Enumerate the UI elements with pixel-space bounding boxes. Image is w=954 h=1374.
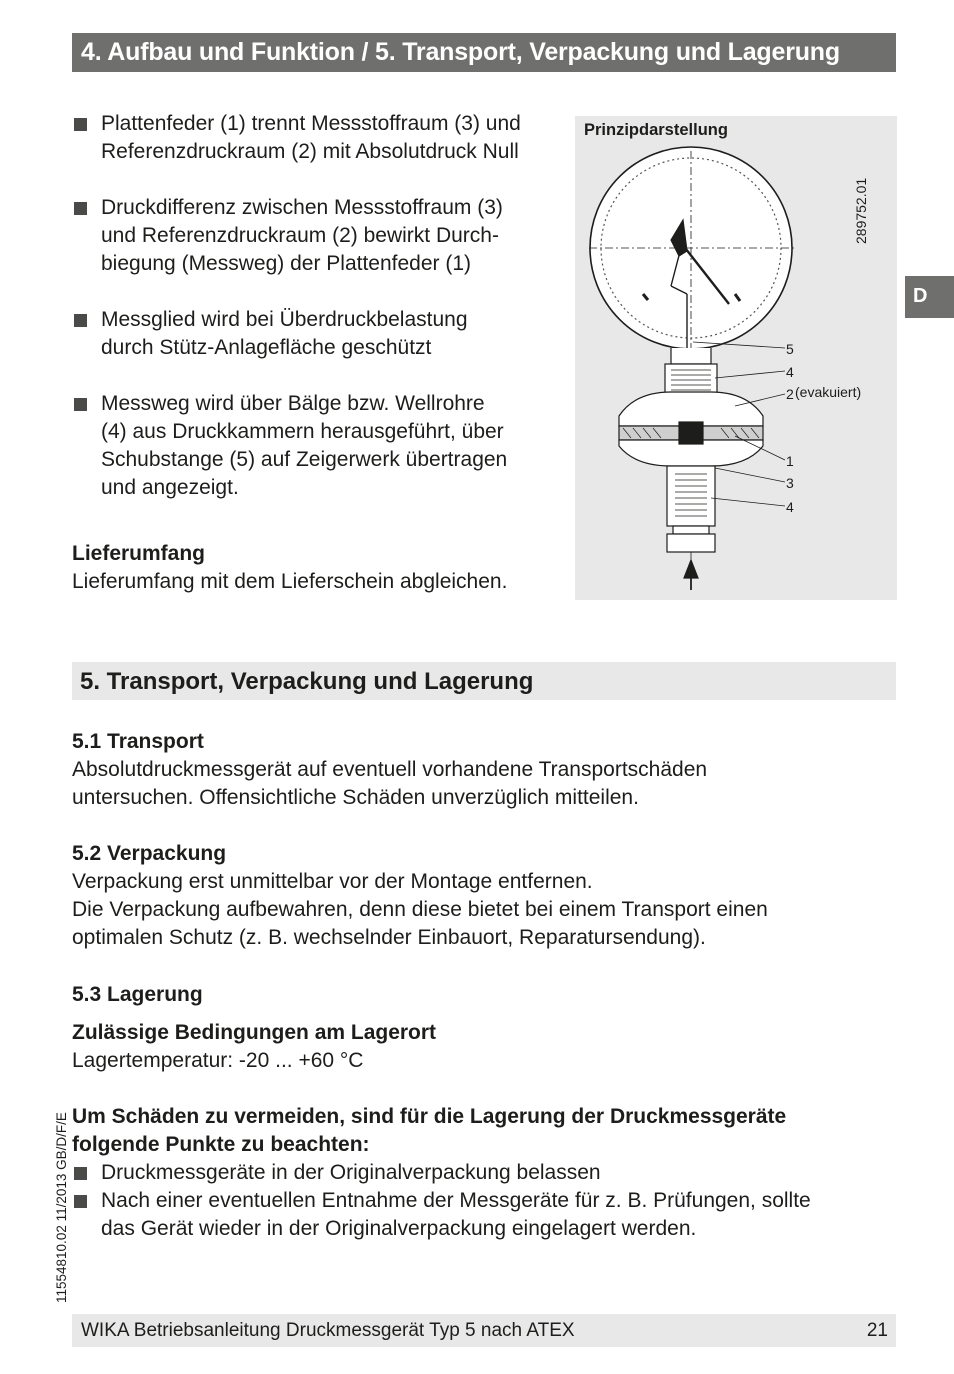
verpackung-block: 5.2 Verpackung Verpackung erst unmittelbar vor der Montage entfernen. Die Verpackung aufbewahren, denn diese bietet bei einem Transport einen optimalen Schutz (z. B. wechselnder Einbauort, Reparatursendung). [72,840,896,952]
list-item: Plattenfeder (1) trennt Messstoffraum (3) und Referenzdruckraum (2) mit Absolutdruck Null [72,110,562,166]
label-5: 5 [786,341,794,357]
list-item: Messweg wird über Bälge bzw. Wellrohre (4) aus Druckkammern herausgeführt, über Schubstange (5) auf Zeigerwerk übertragen und angezeigt. [72,390,562,502]
page-title: 4. Aufbau und Funktion / 5. Transport, Verpackung und Lagerung [81,38,840,66]
bullet-square-icon [74,398,87,411]
lieferumfang-heading: Lieferumfang [72,542,206,565]
label-4-bottom: 4 [786,499,794,515]
function-bullet-list [72,110,562,530]
page-number: 21 [866,1320,888,1341]
verpackung-heading: 5.2 Verpackung [72,842,227,865]
bullet-square-icon [74,118,87,131]
list-item: Messglied wird bei Überdruckbelastung durch Stütz-Anlagefläche geschützt [72,306,562,362]
label-1: 1 [786,453,794,469]
storage-temperature: Lagertemperatur: -20 ... +60 °C [72,1049,364,1072]
figure-code: 289752.01 [853,177,869,244]
language-tab-label: D [913,285,928,307]
document-code: 11554810.02 11/2013 GB/D/F/E [54,1112,69,1303]
lagerung-block: 5.3 Lagerung Zulässige Bedingungen am Lagerort Lagertemperatur: -20 ... +60 °C Um Schäden zu vermeiden, sind für die Lagerung der Druckmessgeräte folgende Punkte zu beachten: Druckmessgeräte in der Originalverpackung belassen Nach einer eventuellen Entnahme der Messgeräte für z. B. Prüfungen, sollte das Gerät wieder in der Originalverpackung eingelagert werden. [72,981,896,1243]
bullet-square-icon [74,1167,87,1180]
list-item: Druckdifferenz zwischen Messstoffraum (3) und Referenzdruckraum (2) bewirkt Durch- biegung (Messweg) der Plattenfeder (1) [72,194,562,278]
footer-bar [72,1314,896,1347]
conditions-heading: Zulässige Bedingungen am Lagerort [72,1021,437,1044]
list-item: Nach einer eventuellen Entnahme der Messgeräte für z. B. Prüfungen, sollte das Gerät wieder in der Originalverpackung eingelagert werden. [72,1187,896,1243]
lieferumfang-block [72,540,572,596]
bullet-square-icon [74,1195,87,1208]
transport-block: 5.1 Transport Absolutdruckmessgerät auf eventuell vorhandene Transportschäden untersuchen. Offensichtliche Schäden unverzüglich mitteilen. [72,728,896,812]
label-3: 3 [786,475,794,491]
label-4-top: 4 [786,364,794,380]
section-header-bar [72,33,896,72]
section-5-title: 5. Transport, Verpackung und Lagerung [80,668,534,695]
gauge-diagram-illustration [575,116,897,600]
figure-title: Prinzipdarstellung [584,121,728,139]
lieferumfang-text: Lieferumfang mit dem Lieferschein abgleichen. [72,570,508,593]
list-item: Druckmessgeräte in der Originalverpackung belassen [72,1159,896,1187]
bullet-square-icon [74,314,87,327]
label-evakuiert: (evakuiert) [795,384,862,400]
transport-heading: 5.1 Transport [72,730,204,753]
section-5-header [72,662,896,700]
bullet-square-icon [74,202,87,215]
language-tab [905,276,954,318]
principle-figure [575,116,897,600]
footer-text: WIKA Betriebsanleitung Druckmessgerät Typ 5 nach ATEX [81,1320,575,1341]
label-2: 2 [786,386,794,402]
lagerung-heading: 5.3 Lagerung [72,983,203,1006]
